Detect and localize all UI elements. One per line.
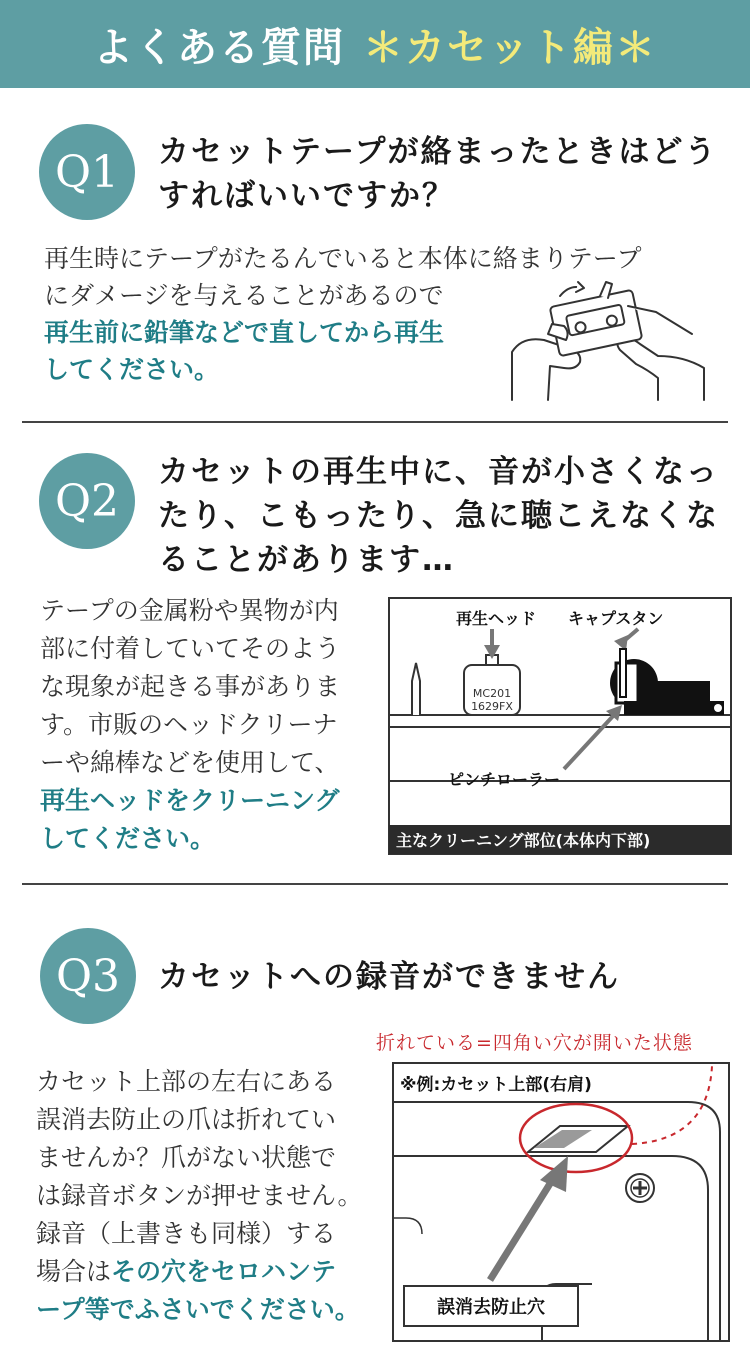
q2-answer-highlight: してください。 (40, 824, 216, 853)
section-divider (22, 883, 728, 885)
q1-badge: Q1 (39, 124, 135, 220)
q3-answer (36, 1063, 363, 1329)
header-title: よくある質問 (93, 24, 345, 71)
capstan-label: キャプスタン (568, 609, 664, 628)
q3-answer-highlight: その穴をセロハンテ (111, 1257, 337, 1286)
q1-answer-line: にダメージを与えることがあるので (44, 281, 444, 310)
q2-answer (40, 592, 340, 858)
cassette-diagram-title: ※例:カセット上部(右肩) (400, 1075, 592, 1095)
q1-question (158, 130, 717, 218)
head-code-1: MC201 (472, 687, 512, 700)
q2-question-line: カセットの再生中に、音が小さくなっ (158, 454, 719, 490)
q2-question-line: ることがあります… (158, 542, 455, 578)
header-subtitle: ＊カセット編＊ (363, 24, 657, 71)
q2-question-line: たり、こもったり、急に聴こえなくな (158, 498, 719, 534)
head-cleaning-diagram (388, 597, 732, 855)
q1-answer-highlight: 再生前に鉛筆などで直してから再生 (44, 318, 445, 347)
q3-note: 折れている=四角い穴が開いた状態 (376, 1032, 693, 1054)
q3-answer-line: ませんか？爪がない状態で (36, 1143, 337, 1172)
pinch-roller-label: ピンチローラー (448, 770, 561, 789)
q3-answer-line (36, 1253, 363, 1291)
q3-answer-line: 録音（上書きも同様）する (36, 1219, 337, 1248)
q2-question (158, 450, 719, 582)
q3-answer-line: は録音ボタンが押せません。 (36, 1181, 363, 1210)
q2-badge: Q2 (39, 453, 135, 549)
section-divider (22, 421, 728, 423)
q2-answer-line: な現象が起きる事がありま (40, 672, 341, 701)
q2-answer-line: 部に付着していてそのよう (40, 634, 341, 663)
hands-winding-cassette-with-pencil-icon (508, 278, 714, 402)
q1-question-line: カセットテープが絡まったときはどう (158, 134, 718, 170)
capstan-shaft-shape (620, 649, 626, 697)
q3-question: カセットへの録音ができません (158, 959, 620, 995)
page-header (0, 0, 750, 88)
diagram-caption: 主なクリーニング部位(本体内下部) (396, 831, 651, 850)
q2-answer-line: テープの金属粉や異物が内 (40, 596, 339, 625)
q3-answer-highlight: ープ等でふさいでください。 (36, 1295, 360, 1324)
q3-badge: Q3 (40, 928, 136, 1024)
q1-answer-highlight: してください。 (44, 355, 220, 384)
q2-answer-line: す。市販のヘッドクリーナ (40, 710, 338, 739)
cassette-tab-diagram (392, 1062, 732, 1344)
q2-answer-highlight: 再生ヘッドをクリーニング (40, 786, 340, 815)
q2-answer-line: ーや綿棒などを使用して、 (40, 748, 340, 777)
head-code-2: 1629FX (471, 700, 513, 713)
q3-answer-text: 場合は (36, 1257, 112, 1286)
erase-prevention-hole-label: 誤消去防止穴 (437, 1297, 545, 1318)
q1-answer-line: 再生時にテープがたるんでいると本体に絡まりテープ (44, 244, 642, 273)
playback-head-label: 再生ヘッド (456, 609, 537, 628)
q3-answer-line: 誤消去防止の爪は折れてい (36, 1105, 337, 1134)
q1-question-line: すればいいですか？ (158, 178, 455, 214)
q3-answer-line: カセット上部の左右にある (36, 1067, 337, 1096)
